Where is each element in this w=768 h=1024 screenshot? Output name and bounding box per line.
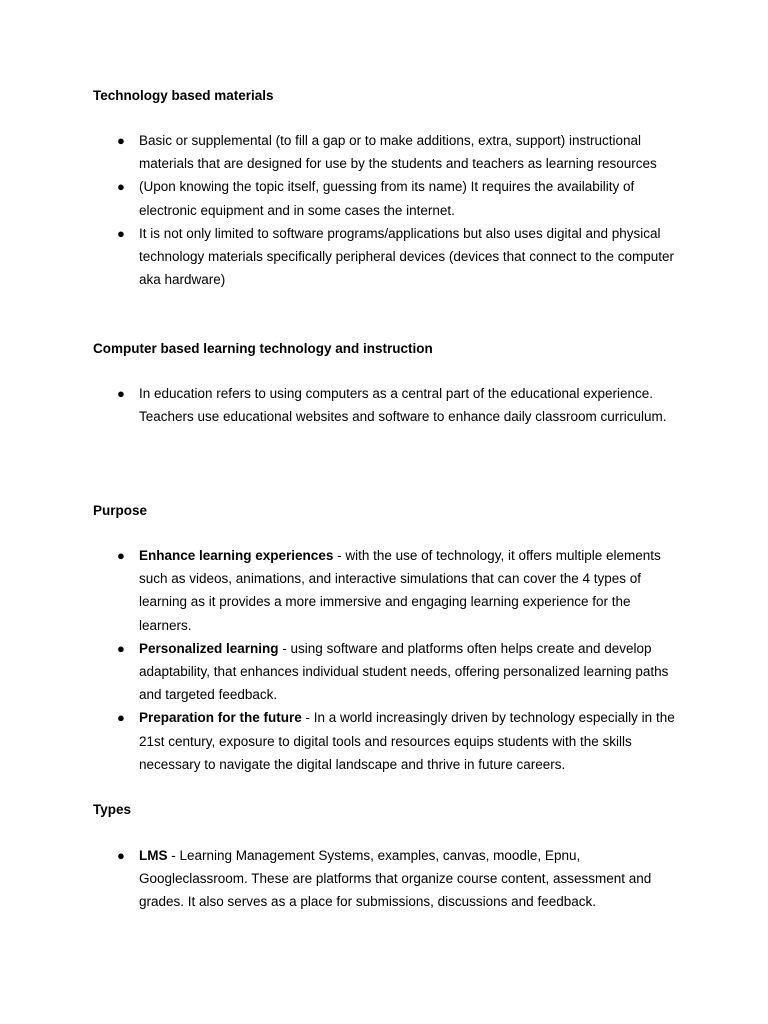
list-item-text: (Upon knowing the topic itself, guessing from its name) It requires the availability of electronic equipment and in some cases the internet. xyxy=(139,179,635,218)
bullet-icon: ● xyxy=(117,133,125,148)
section-heading-technology-based-materials: Technology based materials xyxy=(93,88,274,103)
list-item xyxy=(93,844,683,914)
bullet-list-computer-based-learning xyxy=(93,382,683,428)
bullet-icon: ● xyxy=(117,225,125,241)
list-item-term: Preparation for the future xyxy=(139,710,302,726)
list-item xyxy=(93,382,683,428)
list-item-text: - Learning Management Systems, examples, canvas, moodle, Epnu, Googleclassroom. These are platforms that organize course content, assessment and grades. It also serves as a place for submissions, discussions and feedback. xyxy=(139,848,652,910)
list-item xyxy=(93,129,683,175)
bullet-list-purpose xyxy=(93,544,683,776)
list-item-term: Personalized learning xyxy=(139,640,279,656)
list-item-text: - with the use of technology, it offers multiple elements such as videos, animations, and interactive simulations that can cover the 4 types of learning as it provides a more immersive and engaging learning experience for the learners. xyxy=(139,548,661,633)
list-item-text: It is not only limited to software programs/applications but also uses digital and physical technology materials specifically peripheral devices (devices that connect to the computer aka hardware) xyxy=(139,225,675,288)
bullet-icon: ● xyxy=(117,179,125,195)
list-item-text: - using software and platforms often helps create and develop adaptability, that enhances individual student needs, offering personalized learning paths and targeted feedback. xyxy=(139,640,669,703)
bullet-icon: ● xyxy=(117,640,125,656)
list-item xyxy=(93,222,683,292)
bullet-icon: ● xyxy=(117,848,125,863)
bullet-list-types xyxy=(93,844,683,914)
list-item-term: LMS xyxy=(139,848,168,863)
list-item-term: Enhance learning experiences xyxy=(139,548,334,563)
bullet-icon: ● xyxy=(117,548,125,563)
list-item xyxy=(93,544,683,637)
bullet-list-technology-based-materials xyxy=(93,129,683,291)
section-heading-purpose: Purpose xyxy=(93,503,148,518)
list-item-text: Basic or supplemental (to fill a gap or to make additions, extra, support) instructional materials that are designed for use by the students and teachers as learning resources xyxy=(139,133,657,172)
list-item-text: In education refers to using computers as a central part of the educational experience. Teachers use educational websites and software to enhance daily classroom curriculum. xyxy=(139,386,667,425)
bullet-icon: ● xyxy=(117,710,125,726)
section-heading-types: Types xyxy=(93,802,132,817)
list-item-text: - In a world increasingly driven by technology especially in the 21st century, exposure to digital tools and resources equips students with the skills necessary to navigate the digital landscape and thrive in future careers. xyxy=(139,710,675,772)
section-heading-computer-based-learning: Computer based learning technology and instruction xyxy=(93,341,433,356)
bullet-icon: ● xyxy=(117,386,125,401)
list-item xyxy=(93,706,683,776)
list-item xyxy=(93,175,683,221)
list-item xyxy=(93,637,683,707)
